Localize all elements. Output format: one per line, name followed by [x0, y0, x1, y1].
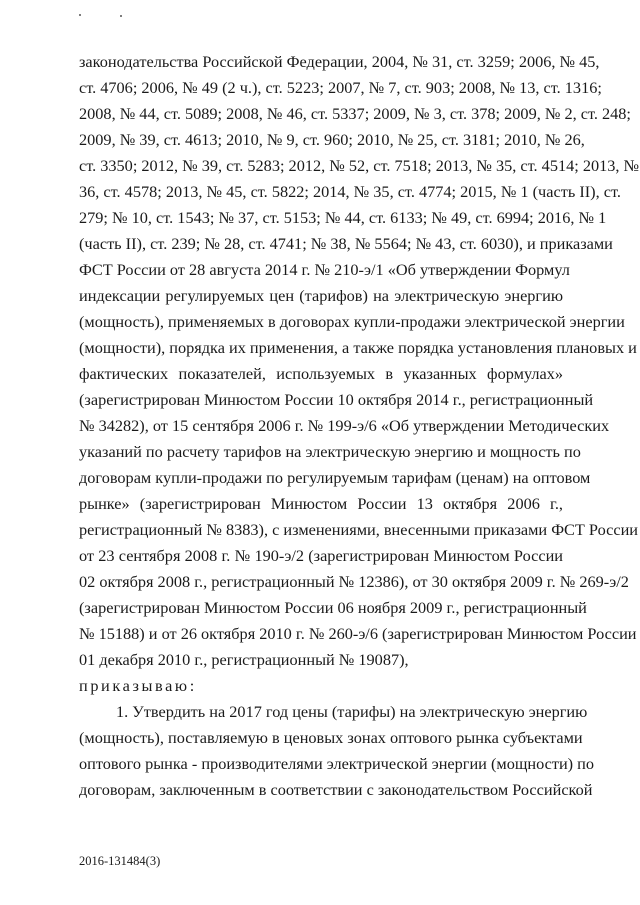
body-line: оптового рынка - производителями электрической энергии (мощности) по: [79, 754, 595, 773]
scan-speck: [120, 15, 122, 17]
body-line: от 23 сентября 2008 г. № 190-э/2 (зарегистрирован Минюстом России: [79, 546, 563, 565]
body-line: (часть II), ст. 239; № 28, ст. 4741; № 38, № 5564; № 43, ст. 6030), и приказами: [79, 234, 613, 253]
body-line: (зарегистрирован Минюстом России 10 октября 2014 г., регистрационный: [79, 390, 594, 409]
body-line: договорам, заключенным в соответствии с законодательством Российской: [79, 780, 593, 799]
body-line: указаний по расчету тарифов на электрическую энергию и мощность по: [79, 442, 581, 461]
body-line: 02 октября 2008 г., регистрационный № 12386), от 30 октября 2009 г. № 269-э/2: [79, 572, 629, 591]
body-line: регистрационный № 8383), с изменениями, внесенными приказами ФСТ России: [79, 520, 639, 539]
body-line: 1. Утвердить на 2017 год цены (тарифы) на электрическую энергию: [116, 702, 588, 721]
scan-speck: [79, 14, 81, 16]
body-line: (мощность), поставляемую в ценовых зонах оптового рынка субъектами: [79, 728, 583, 747]
document-code: 2016-131484(3): [79, 854, 161, 868]
body-line: индексации регулируемых цен (тарифов) на электрическую энергию: [79, 286, 563, 305]
body-line: 01 декабря 2010 г., регистрационный № 19087),: [79, 650, 409, 669]
body-line: (зарегистрирован Минюстом России 06 ноября 2009 г., регистрационный: [79, 598, 587, 617]
body-line: 279; № 10, ст. 1543; № 37, ст. 5153; № 44, ст. 6133; № 49, ст. 6994; 2016, № 1: [79, 208, 607, 227]
body-line: (мощности), порядка их применения, а также порядка установления плановых и: [79, 338, 637, 357]
body-line: законодательства Российской Федерации, 2004, № 31, ст. 3259; 2006, № 45,: [79, 52, 600, 71]
body-line: 36, ст. 4578; 2013, № 45, ст. 5822; 2014, № 35, ст. 4774; 2015, № 1 (часть II), ст.: [79, 182, 621, 201]
body-line: № 15188) и от 26 октября 2010 г. № 260-э/6 (зарегистрирован Минюстом России: [79, 624, 637, 643]
body-line: фактических показателей, используемых в указанных формулах»: [79, 364, 563, 383]
order-keyword: приказываю:: [79, 676, 197, 695]
body-line: (мощность), применяемых в договорах купли-продажи электрической энергии: [79, 312, 625, 331]
body-line: ст. 4706; 2006, № 49 (2 ч.), ст. 5223; 2007, № 7, ст. 903; 2008, № 13, ст. 1316;: [79, 78, 602, 97]
body-line: № 34282), от 15 сентября 2006 г. № 199-э/6 «Об утверждении Методических: [79, 416, 610, 435]
body-line: ст. 3350; 2012, № 39, ст. 5283; 2012, № 52, ст. 7518; 2013, № 35, ст. 4514; 2013, №: [79, 156, 640, 175]
body-line: 2008, № 44, ст. 5089; 2008, № 46, ст. 5337; 2009, № 3, ст. 378; 2009, № 2, ст. 248;: [79, 104, 631, 123]
body-line: договорам купли-продажи по регулируемым тарифам (ценам) на оптовом: [79, 468, 591, 487]
body-line: ФСТ России от 28 августа 2014 г. № 210-э/1 «Об утверждении Формул: [79, 260, 570, 279]
body-line: рынке» (зарегистрирован Минюстом России 13 октября 2006 г.,: [79, 494, 563, 513]
body-line: 2009, № 39, ст. 4613; 2010, № 9, ст. 960; 2010, № 25, ст. 3181; 2010, № 26,: [79, 130, 585, 149]
